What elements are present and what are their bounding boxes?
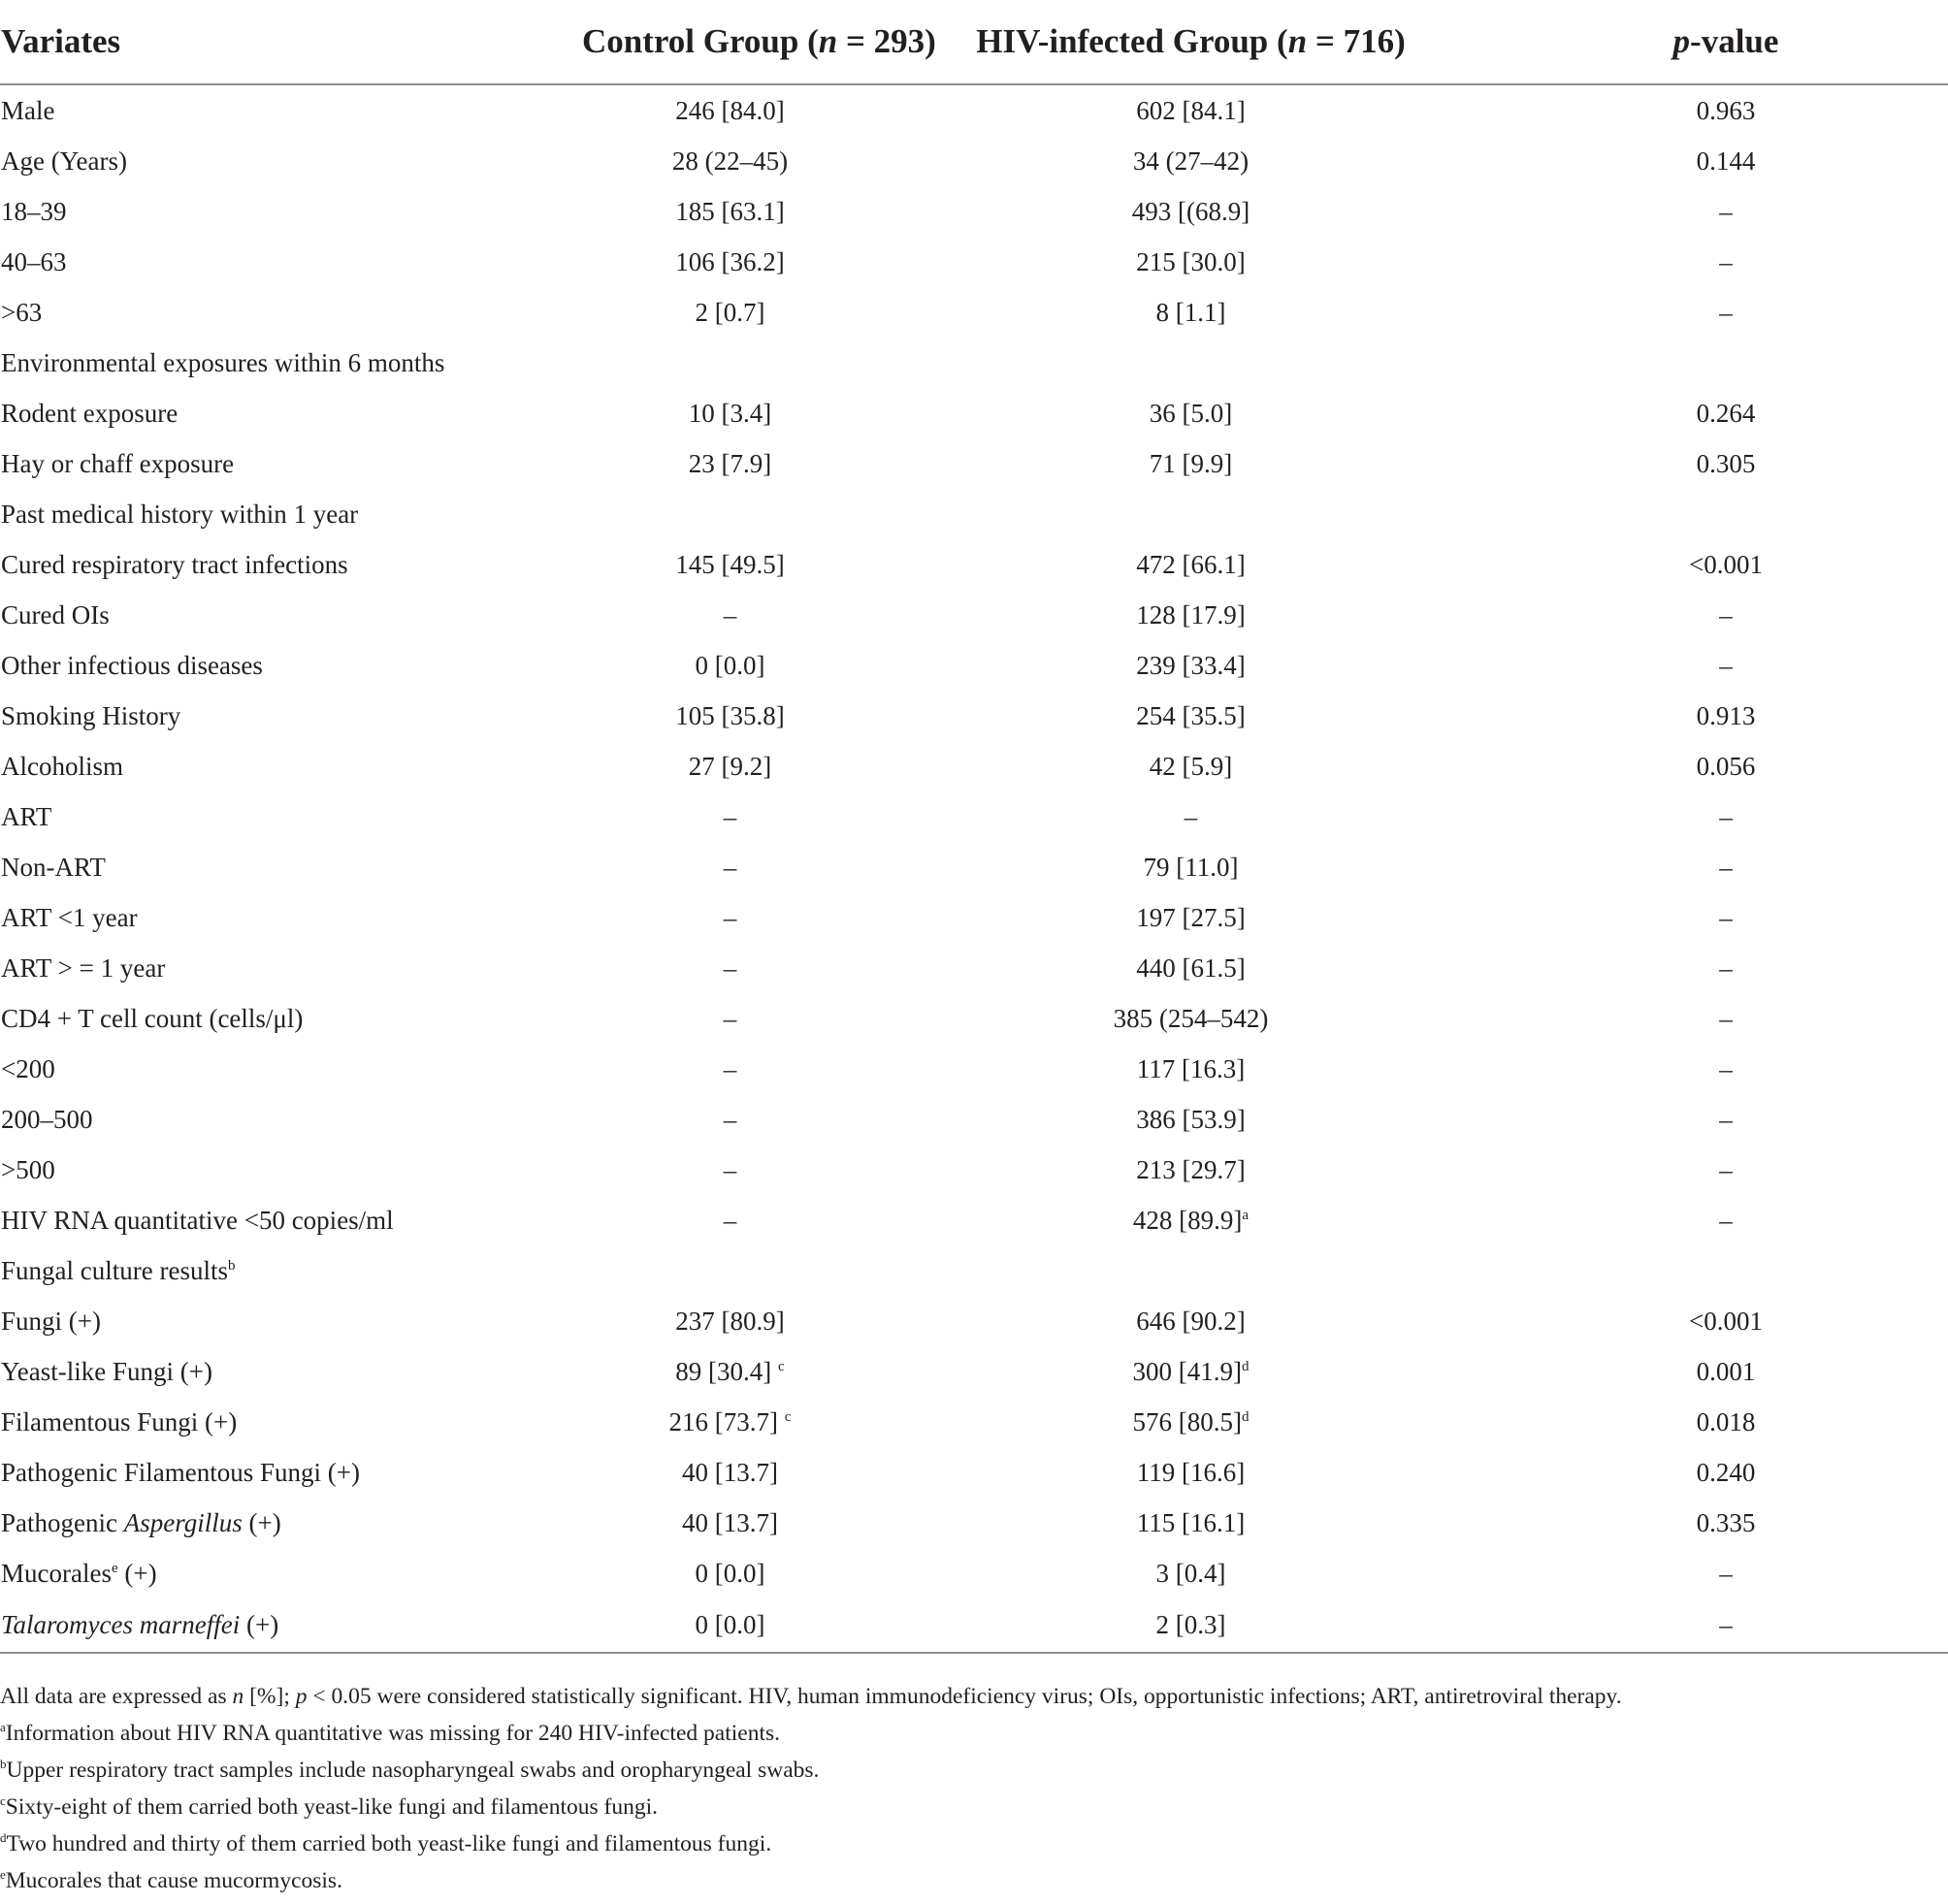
cell-p-value: 0.056 <box>1696 751 1756 781</box>
cell-p-value: – <box>1719 1104 1733 1134</box>
cell-control: – <box>723 1104 737 1134</box>
cell-control: – <box>723 599 737 629</box>
cell-hiv: 79 [11.0] <box>1143 852 1239 882</box>
cell-control: – <box>723 1003 737 1033</box>
cell-control: 27 [9.2] <box>688 751 772 781</box>
table-row <box>0 993 1948 1044</box>
footnote-main: All data are expressed as n [%]; p < 0.05 were considered statistically significant. HIV, human immunodeficiency virus; OIs, opportunistic infections; ART, antiretroviral therapy. <box>0 1684 1622 1709</box>
cell-variate: >500 <box>1 1154 55 1184</box>
cell-variate: Alcoholism <box>1 751 123 781</box>
table-row <box>0 1397 1948 1447</box>
cell-p-value: – <box>1719 196 1733 226</box>
cell-variate: Rodent exposure <box>1 398 179 428</box>
table-row <box>0 84 1948 136</box>
table-body <box>0 84 1948 1653</box>
cell-hiv: 197 [27.5] <box>1136 902 1246 932</box>
cell-control: 28 (22–45) <box>671 145 789 176</box>
cell-hiv: 440 [61.5] <box>1136 952 1246 983</box>
cell-hiv <box>878 338 1504 388</box>
table-row <box>0 892 1948 943</box>
cell-hiv: 386 [53.9] <box>1136 1104 1246 1134</box>
cell-p-value: 0.305 <box>1696 448 1756 478</box>
cell-p-value: – <box>1719 801 1733 831</box>
header-variates: Variates <box>0 0 582 84</box>
cell-variate: Pathogenic Aspergillus (+) <box>1 1507 281 1537</box>
cell-control: – <box>723 902 737 932</box>
cell-p-value: 0.240 <box>1696 1457 1756 1487</box>
cell-p-value: – <box>1719 650 1733 680</box>
table-footnotes <box>0 1678 1948 1899</box>
cell-variate: Other infectious diseases <box>1 650 263 680</box>
header-control-group: Control Group (n = 293) <box>582 0 878 84</box>
table-row <box>0 943 1948 993</box>
cell-hiv: 576 $[80.5]^d$ <box>1132 1406 1250 1436</box>
cell-control <box>582 489 878 539</box>
cell-p-value: – <box>1719 1003 1733 1033</box>
cell-control: 237 [80.9] <box>675 1306 785 1336</box>
cell-control: – <box>723 801 737 831</box>
cell-p-value: 0.963 <box>1696 95 1756 125</box>
table-row <box>0 1195 1948 1245</box>
cell-p-value <box>1504 489 1948 539</box>
cell-variate: Past medical history within 1 year <box>1 499 359 529</box>
cell-variate: Fungal culture results$^b$ <box>1 1255 236 1285</box>
cell-p-value: – <box>1719 246 1733 276</box>
cell-hiv: 215 [30.0] <box>1136 246 1246 276</box>
table-row <box>0 338 1948 388</box>
cell-variate: ART <1 year <box>1 902 138 932</box>
table-row <box>0 1548 1948 1598</box>
cell-control: 0 [0.0] <box>695 1558 765 1588</box>
cell-p-value: <0.001 <box>1689 549 1763 579</box>
cell-control: – <box>723 952 737 983</box>
cell-p-value: – <box>1504 1598 1948 1653</box>
table-row <box>0 791 1948 842</box>
cell-p-value <box>1504 338 1948 388</box>
table-row <box>0 388 1948 438</box>
cell-variate: Mucorales$^e$ (+) <box>1 1558 157 1588</box>
cell-hiv: 602 [84.1] <box>1136 95 1246 125</box>
cell-control: 10 [3.4] <box>688 398 772 428</box>
table-row <box>0 1245 1948 1296</box>
cell-p-value: – <box>1719 1053 1733 1083</box>
cell-variate: CD4 + T cell count (cells/μl) <box>1 1003 304 1033</box>
cell-p-value: 0.001 <box>1696 1356 1756 1386</box>
table-row <box>0 1498 1948 1548</box>
cell-p-value: – <box>1719 902 1733 932</box>
table-row <box>0 1094 1948 1145</box>
cell-p-value: 0.913 <box>1696 700 1756 730</box>
cell-control: 105 [35.8] <box>675 700 785 730</box>
cell-p-value: – <box>1719 599 1733 629</box>
table-row <box>0 1044 1948 1094</box>
cell-variate: Filamentous Fungi (+) <box>1 1406 238 1436</box>
cell-hiv: – <box>1184 801 1198 831</box>
table-row <box>0 842 1948 892</box>
table-row <box>0 539 1948 590</box>
footnote-a: $^a$Information about HIV RNA quantitative was missing for 240 HIV-infected patients. <box>0 1720 780 1746</box>
cell-hiv: 36 [5.0] <box>1149 398 1233 428</box>
cell-variate: <200 <box>1 1053 55 1083</box>
table-row <box>0 489 1948 539</box>
cell-control: 23 [7.9] <box>688 448 772 478</box>
header-hiv-group: HIV-infected Group (n = 716) <box>878 0 1504 84</box>
cell-hiv: 472 [66.1] <box>1136 549 1246 579</box>
cell-p-value: 0.264 <box>1696 398 1756 428</box>
cell-p-value: – <box>1719 1558 1733 1588</box>
cell-control: 246 [84.0] <box>675 95 785 125</box>
cell-p-value: 0.144 <box>1696 145 1756 176</box>
cell-p-value <box>1504 1245 1948 1296</box>
cell-control: – <box>723 1053 737 1083</box>
cell-variate: Age (Years) <box>1 145 127 176</box>
footnote-b: $^b$Upper respiratory tract samples include nasopharyngeal swabs and oropharyngeal swabs. <box>0 1757 820 1783</box>
table-row <box>0 287 1948 338</box>
cell-p-value: – <box>1719 852 1733 882</box>
cell-control: 40 [13.7] <box>682 1457 778 1487</box>
table-row <box>0 237 1948 287</box>
cell-control: – <box>723 852 737 882</box>
cell-variate: Environmental exposures within 6 months <box>1 347 445 377</box>
cell-p-value: – <box>1719 952 1733 983</box>
footnote-e: $^e$Mucorales that cause mucormycosis. <box>0 1867 342 1893</box>
cell-variate: Smoking History <box>1 700 181 730</box>
table-row <box>0 1447 1948 1498</box>
cell-control: 106 [36.2] <box>675 246 785 276</box>
cell-control: 145 [49.5] <box>675 549 785 579</box>
cell-hiv: 117 [16.3] <box>1136 1053 1246 1083</box>
cell-variate: Hay or chaff exposure <box>1 448 235 478</box>
cell-variate: ART > = 1 year <box>1 952 166 983</box>
table-row <box>0 640 1948 691</box>
cell-p-value: – <box>1719 1205 1733 1235</box>
cell-hiv: 254 [35.5] <box>1136 700 1246 730</box>
cell-variate: Male <box>1 95 55 125</box>
cell-hiv: 119 [16.6] <box>1136 1457 1246 1487</box>
cell-hiv: 128 [17.9] <box>1136 599 1246 629</box>
cell-variate: 200–500 <box>1 1104 93 1134</box>
cell-variate: Cured respiratory tract infections <box>1 549 348 579</box>
header-p-value: p-value <box>1504 0 1948 84</box>
cell-variate: Pathogenic Filamentous Fungi (+) <box>1 1457 360 1487</box>
cell-hiv: 213 [29.7] <box>1136 1154 1246 1184</box>
cell-control <box>582 338 878 388</box>
cell-p-value: 0.335 <box>1696 1507 1756 1537</box>
table-row <box>0 186 1948 237</box>
cell-control: 216 [73.7] $^c$ <box>668 1406 792 1436</box>
cell-hiv: 8 [1.1] <box>1155 297 1226 327</box>
table-row <box>0 1145 1948 1195</box>
table-row <box>0 136 1948 186</box>
cell-variate: 40–63 <box>1 246 67 276</box>
cell-hiv: 239 [33.4] <box>1136 650 1246 680</box>
footnote-c: $^c$Sixty-eight of them carried both yeast-like fungi and filamentous fungi. <box>0 1793 658 1820</box>
cell-variate: Non-ART <box>1 852 106 882</box>
cell-p-value: 0.018 <box>1696 1406 1756 1436</box>
cell-control: 2 [0.7] <box>695 297 765 327</box>
cell-variate: 18–39 <box>1 196 67 226</box>
table-row <box>0 1296 1948 1346</box>
cell-control: – <box>723 1205 737 1235</box>
cell-hiv: 300 $[41.9]^d$ <box>1132 1356 1250 1386</box>
cell-hiv: 71 [9.9] <box>1149 448 1233 478</box>
cell-hiv: 493 [(68.9] <box>1131 196 1250 226</box>
cell-control: – <box>723 1154 737 1184</box>
cell-variate: ART <box>1 801 52 831</box>
cell-hiv <box>878 1245 1504 1296</box>
cell-hiv: 646 [90.2] <box>1136 1306 1246 1336</box>
cell-control: 0 [0.0] <box>695 650 765 680</box>
table-header-row <box>0 0 1948 84</box>
table-row <box>0 691 1948 741</box>
cell-hiv: 115 [16.1] <box>1136 1507 1246 1537</box>
cell-hiv: 42 [5.9] <box>1149 751 1233 781</box>
table-row <box>0 590 1948 640</box>
cell-hiv: 2 [0.3] <box>878 1598 1504 1653</box>
cell-control: 40 [13.7] <box>682 1507 778 1537</box>
cell-p-value: – <box>1719 297 1733 327</box>
cell-variate: Cured OIs <box>1 599 110 629</box>
cell-hiv: 34 (27–42) <box>1132 145 1250 176</box>
table-row <box>0 741 1948 791</box>
cell-control: 0 [0.0] <box>582 1598 878 1653</box>
cell-variate: Yeast-like Fungi (+) <box>1 1356 212 1386</box>
cell-variate: Talaromyces marneffei (+) <box>0 1598 582 1653</box>
cell-variate: HIV RNA quantitative <50 copies/ml <box>1 1205 394 1235</box>
table-row <box>0 1346 1948 1397</box>
cell-hiv: 428 $[89.9]^a$ <box>1132 1205 1250 1235</box>
cell-variate: >63 <box>1 297 43 327</box>
table-row <box>0 438 1948 489</box>
footnote-d: $^d$Two hundred and thirty of them carried both yeast-like fungi and filamentous fungi. <box>0 1830 772 1856</box>
cell-p-value: <0.001 <box>1689 1306 1763 1336</box>
cell-variate: Fungi (+) <box>1 1306 101 1336</box>
cell-control: 89 [30.4] $^c$ <box>675 1356 785 1386</box>
cell-p-value: – <box>1719 1154 1733 1184</box>
cell-control <box>582 1245 878 1296</box>
cell-control: 185 [63.1] <box>675 196 785 226</box>
cell-hiv <box>878 489 1504 539</box>
cell-hiv: 385 (254–542) <box>1113 1003 1269 1033</box>
table-row <box>0 1598 1948 1653</box>
cell-hiv: 3 [0.4] <box>1155 1558 1226 1588</box>
